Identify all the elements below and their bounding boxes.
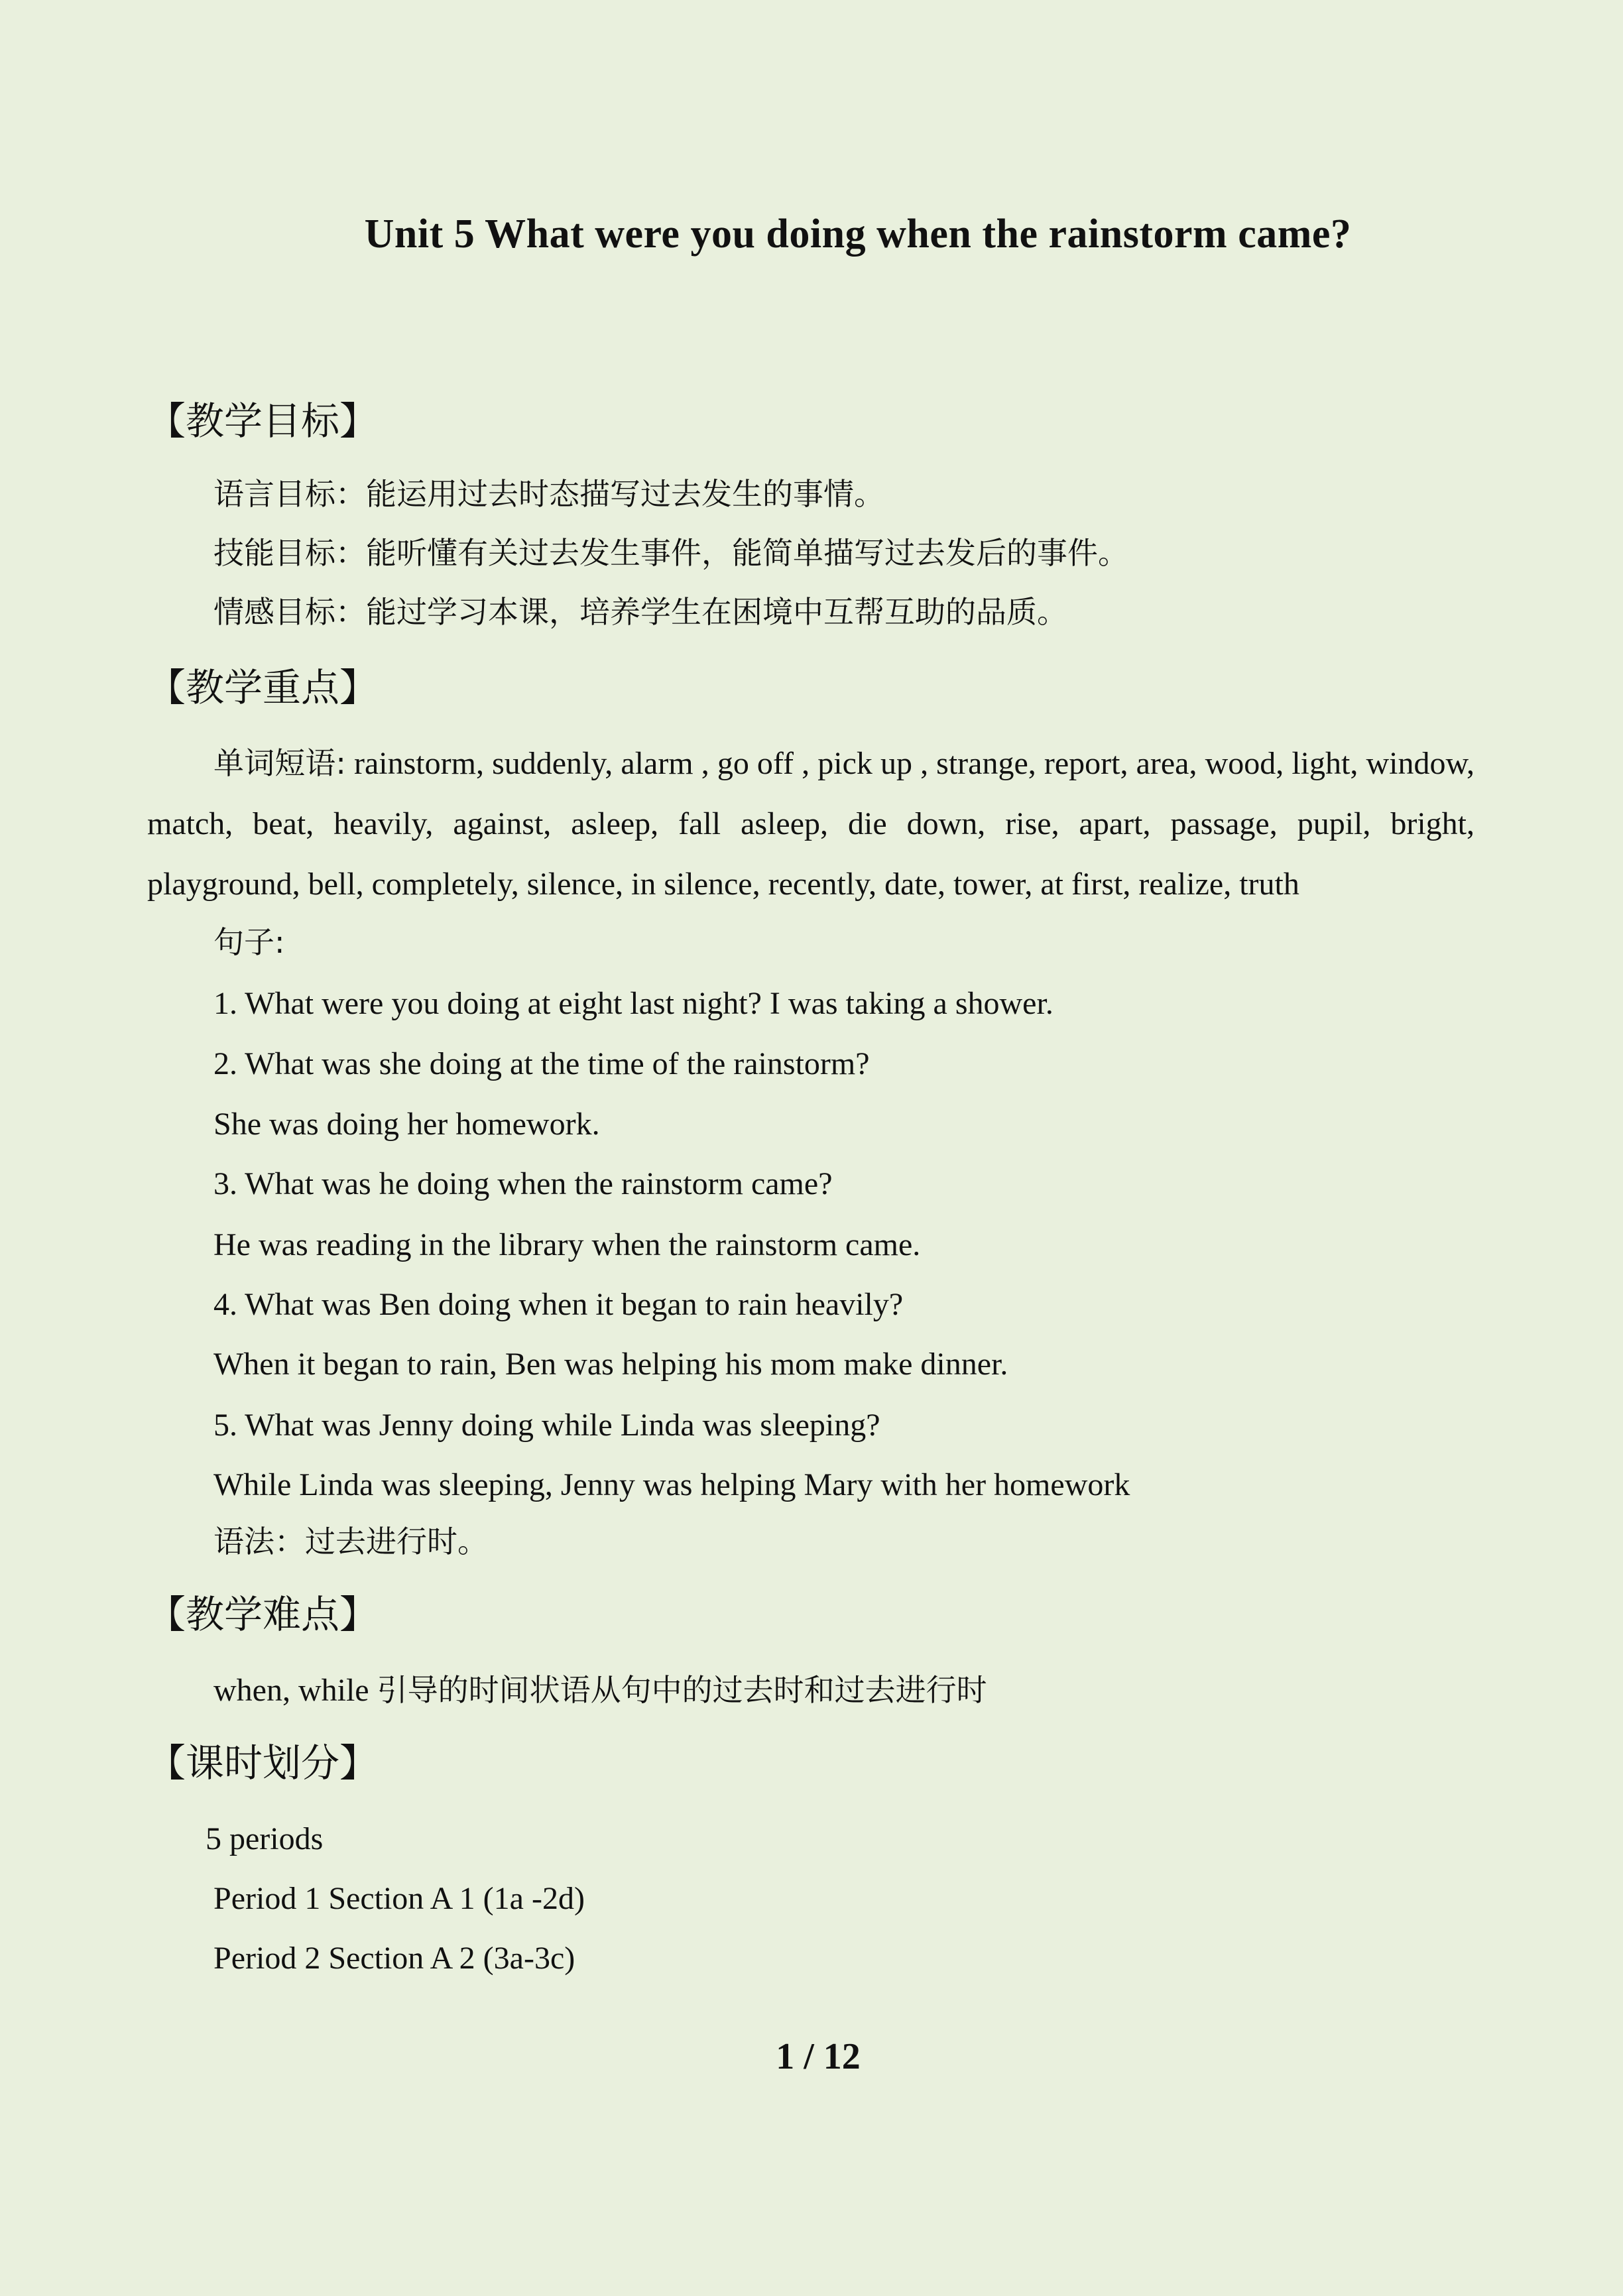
difficulty-description: 引导的时间状语从句中的过去时和过去进行时 — [377, 1672, 987, 1708]
sentence-line: 3. What was he doing when the rainstorm came? — [213, 1166, 833, 1201]
vocabulary-paragraph — [147, 733, 1474, 914]
periods-count: 5 periods — [206, 1821, 324, 1856]
vocabulary-label: 单词短语: — [213, 745, 346, 781]
difficulty-line — [213, 1672, 987, 1708]
sentence-line: 2. What was she doing at the time of the rainstorm? — [213, 1046, 870, 1081]
sentence-line: 4. What was Ben doing when it began to rain heavily? — [213, 1287, 904, 1322]
period-line: Period 1 Section A 1 (1a -2d) — [213, 1881, 585, 1916]
sentence-line: 1. What were you doing at eight last night? I was taking a shower. — [213, 986, 1053, 1021]
sentence-line: 5. What was Jenny doing while Linda was sleeping? — [213, 1408, 880, 1443]
sentence-line: When it began to rain, Ben was helping his mom make dinner. — [213, 1347, 1008, 1382]
objectives-heading: 【教学目标】 — [147, 398, 379, 444]
objective-emotion: 情感目标：能过学习本课，培养学生在困境中互帮互助的品质。 — [213, 594, 1067, 630]
page-number: 1 / 12 — [776, 2036, 861, 2077]
difficulty-keywords: when, while — [213, 1673, 369, 1708]
sentence-line: She was doing her homework. — [213, 1107, 600, 1142]
difficulties-heading: 【教学难点】 — [147, 1592, 379, 1637]
sentences-label: 句子: — [213, 924, 285, 960]
document-title: Unit 5 What were you doing when the rainstorm came? — [364, 211, 1352, 257]
vocabulary-list: rainstorm, suddenly, alarm , go off , pick up , strange, report, area, wood, light, window, match, beat, heavily, against, asleep, fall asleep, die down, rise, apart, passage, pupil, bright, playground, bell, completely, silence, in silence, recently, date, tower, at first, realize, truth — [147, 746, 1475, 902]
sentence-line: While Linda was sleeping, Jenny was helping Mary with her homework — [213, 1467, 1130, 1502]
period-line: Period 2 Section A 2 (3a-3c) — [213, 1941, 575, 1976]
sentence-line: He was reading in the library when the rainstorm came. — [213, 1227, 921, 1262]
key-points-heading: 【教学重点】 — [147, 665, 379, 710]
objective-skill: 技能目标：能听懂有关过去发生事件，能简单描写过去发后的事件。 — [213, 535, 1128, 571]
periods-heading: 【课时划分】 — [147, 1740, 379, 1785]
objective-language: 语言目标：能运用过去时态描写过去发生的事情。 — [213, 476, 884, 512]
grammar-line: 语法：过去进行时。 — [213, 1524, 488, 1559]
